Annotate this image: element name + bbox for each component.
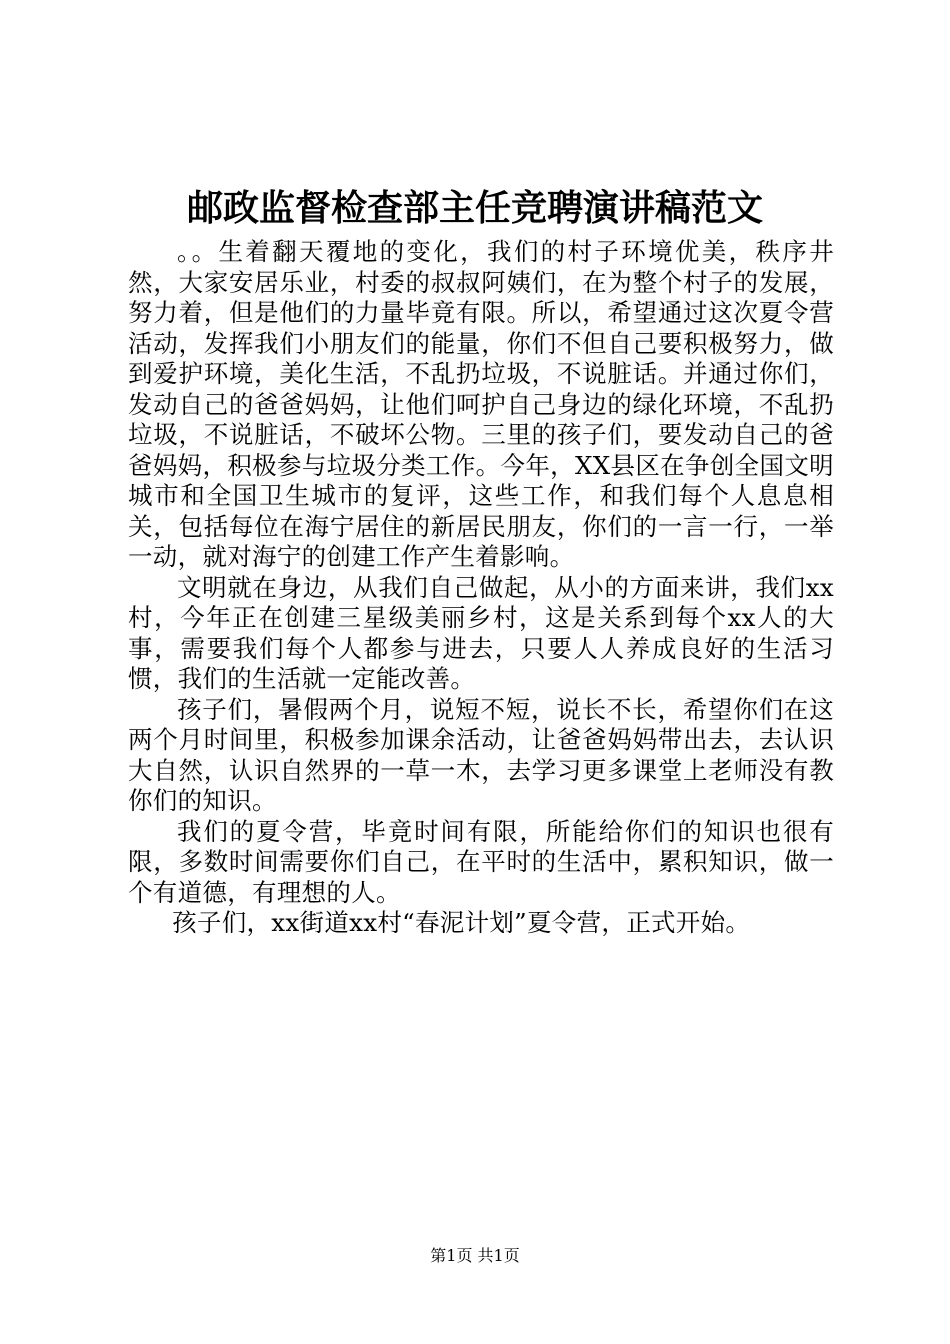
- paragraph-4: 我们的夏令营，毕竟时间有限，所能给你们的知识也很有限，多数时间需要你们自己，在平时的生活中，累积知识，做一个有道德，有理想的人。: [128, 816, 834, 907]
- paragraph-3: 孩子们，暑假两个月，说短不短，说长不长，希望你们在这两个月时间里，积极参加课余活动，让爸爸妈妈带出去，去认识大自然，认识自然界的一草一木，去学习更多课堂上老师没有教你们的知识。: [128, 694, 834, 815]
- document-body: [128, 237, 834, 939]
- paragraph-5: 孩子们，xx街道xx村“春泥计划”夏令营，正式开始。: [172, 908, 751, 937]
- page-title: 邮政监督检查部主任竞聘演讲稿范文: [186, 187, 763, 229]
- page-footer: 第1页 共1页: [430, 1246, 520, 1265]
- paragraph-1: 。。生着翻天覆地的变化，我们的村子环境优美，秩序井然，大家安居乐业，村委的叔叔阿姨们，在为整个村子的发展，努力着，但是他们的力量毕竟有限。所以，希望通过这次夏令营活动，发挥我们小朋友们的能量，你们不但自己要积极努力，做到爱护环境，美化生活，不乱扔垃圾，不说脏话。并通过你们，发动自己的爸爸妈妈，让他们呵护自己身边的绿化环境，不乱扔垃圾，不说脏话，不破坏公物。三里的孩子们，要发动自己的爸爸妈妈，积极参与垃圾分类工作。今年，XX县区在争创全国文明城市和全国卫生城市的复评，这些工作，和我们每个人息息相关，包括每位在海宁居住的新居民朋友，你们的一言一行，一举一动，就对海宁的创建工作产生着影响。: [128, 237, 834, 571]
- paragraph-2: 文明就在身边，从我们自己做起，从小的方面来讲，我们xx村，今年正在创建三星级美丽乡村，这是关系到每个xx人的大事，需要我们每个人都参与进去，只要人人养成良好的生活习惯，我们的生活就一定能改善。: [128, 572, 834, 693]
